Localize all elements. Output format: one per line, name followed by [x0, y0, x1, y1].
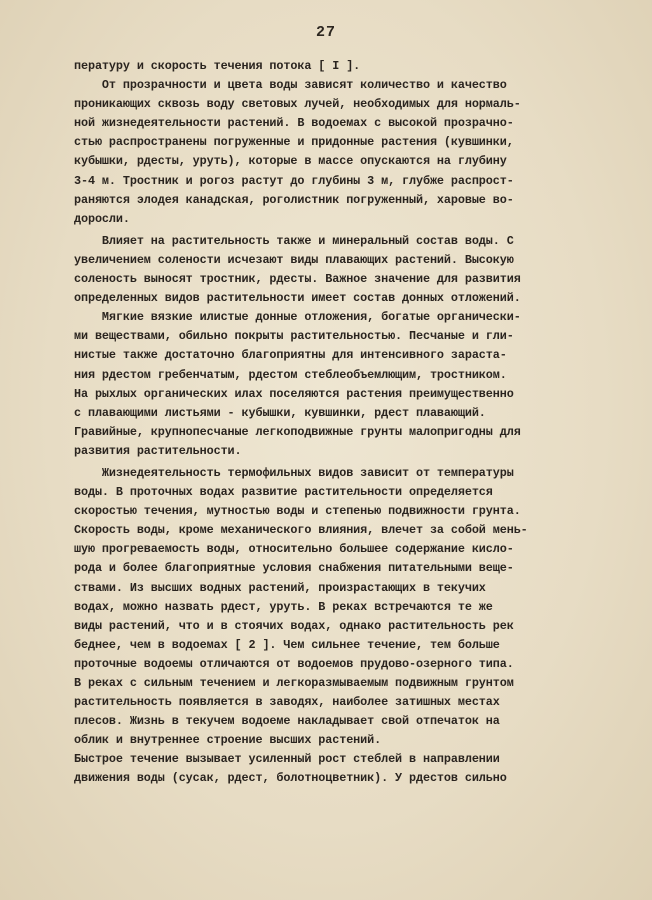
- text-line: развития растительности.: [74, 443, 242, 458]
- text-line: соленость выносят тростник, рдесты. Важное значение для развития: [74, 272, 521, 287]
- text-line: ния рдестом гребенчатым, рдестом стеблеобъемлющим, тростником.: [74, 367, 507, 382]
- text-line: ми веществами, обильно покрыты растительностью. Песчаные и гли-: [74, 329, 514, 344]
- text-line: рода и более благоприятные условия снабжения питательными веще-: [74, 561, 514, 576]
- text-line: шую прогреваемость воды, относительно большее содержание кисло-: [74, 542, 514, 557]
- text-line: доросли.: [74, 211, 130, 226]
- text-line: Гравийные, крупнопесчаные легкоподвижные грунты малопригодны для: [74, 424, 521, 439]
- text-line: проникающих сквозь воду световых лучей, необходимых для нормаль-: [74, 97, 521, 112]
- text-line: кубышки, рдесты, уруть), которые в массе опускаются на глубину: [74, 154, 507, 169]
- text-line: водах, можно назвать рдест, уруть. В реках встречаются те же: [74, 599, 493, 614]
- text-line: с плавающими листьями - кубышки, кувшинки, рдест плавающий.: [74, 405, 486, 420]
- text-line: Мягкие вязкие илистые донные отложения, богатые органически-: [74, 310, 521, 325]
- body-text: [74, 57, 586, 789]
- text-line: нистые также достаточно благоприятны для интенсивного зараста-: [74, 348, 507, 363]
- text-line: облик и внутреннее строение высших растений.: [74, 733, 382, 748]
- text-line: движения воды (сусак, рдест, болотноцветник). У рдестов сильно: [74, 771, 507, 786]
- text-line: пературу и скорость течения потока [ I ].: [74, 59, 361, 73]
- text-line: Жизнедеятельность термофильных видов зависит от температуры: [74, 465, 514, 480]
- text-line: От прозрачности и цвета воды зависят количество и качество: [74, 78, 507, 93]
- text-line: раняются элодея канадская, роголистник погруженный, харовые во-: [74, 192, 514, 207]
- text-line: увеличением солености исчезают виды плавающих растений. Высокую: [74, 252, 514, 267]
- text-line: Влияет на растительность также и минеральный состав воды. С: [74, 233, 514, 248]
- text-line: виды растений, что и в стоячих водах, однако растительность рек: [74, 618, 514, 633]
- text-line: Быстрое течение вызывает усиленный рост стеблей в направлении: [74, 752, 500, 767]
- text-line: стью распространены погруженные и придонные растения (кувшинки,: [74, 135, 514, 150]
- text-line: На рыхлых органических илах поселяются растения преимущественно: [74, 386, 514, 401]
- text-line: беднее, чем в водоемах [ 2 ]. Чем сильнее течение, тем больше: [74, 637, 500, 652]
- page-number: 27: [315, 24, 336, 41]
- text-line: определенных видов растительности имеет состав донных отложений.: [74, 291, 521, 306]
- text-line: ной жизнедеятельности растений. В водоемах с высокой прозрачно-: [74, 116, 514, 131]
- text-line: плесов. Жизнь в текучем водоеме накладывает свой отпечаток на: [74, 714, 500, 729]
- text-line: Скорость воды, кроме механического влияния, влечет за собой мень-: [74, 523, 528, 538]
- text-line: растительность появляется в заводях, наиболее затишных местах: [74, 695, 500, 710]
- text-line: 3-4 м. Тростник и рогоз растут до глубины 3 м, глубже распрост-: [74, 173, 514, 188]
- text-line: скоростью течения, мутностью воды и степенью подвижности грунта.: [74, 504, 521, 519]
- text-line: воды. В проточных водах развитие растительности определяется: [74, 485, 493, 500]
- text-line: ствами. Из высших водных растений, произрастающих в текучих: [74, 580, 486, 595]
- text-line: проточные водоемы отличаются от водоемов прудово-озерного типа.: [74, 656, 514, 671]
- text-line: В реках с сильным течением и легкоразмываемым подвижным грунтом: [74, 676, 514, 690]
